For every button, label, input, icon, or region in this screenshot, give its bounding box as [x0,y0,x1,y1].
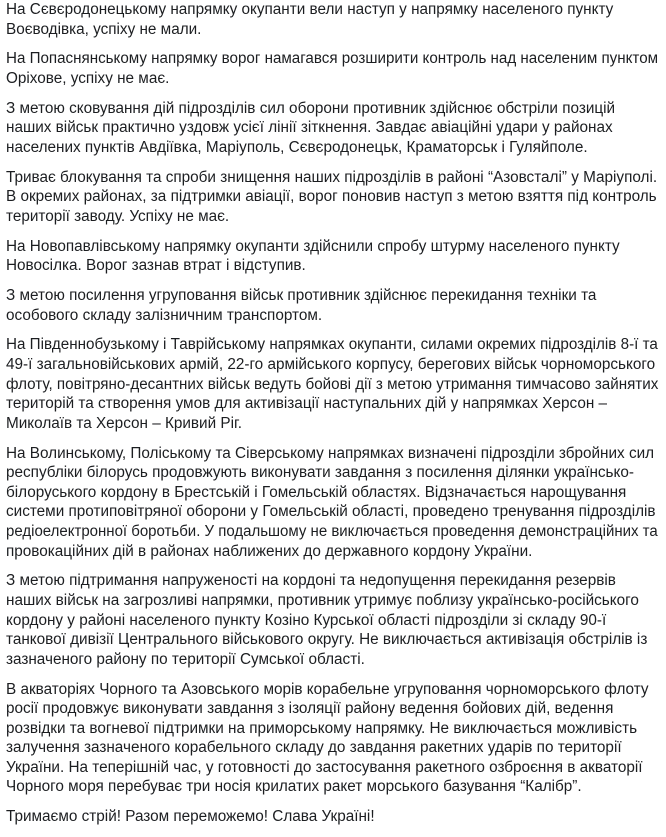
text-line: Новосілка. Ворог зазнав втрат і відступив. [6,257,306,275]
text-line: Чорного моря перебуває три носія крилатих ракет морського базування “Калібр”. [6,778,582,796]
text-line: На Сєвєродонецькому напрямку окупанти вели наступ у напрямку населеного пункту [6,1,614,18]
text-line: системи протиповітряної оборони у Гомельській області, проведено тренування підрозділів [6,503,656,521]
text-line: територій та створення умов для активізації наступальних дій у напрямках Херсон – [6,395,608,413]
text-line: редіоелектронної боротьби. У подальшому не виключається проведення демонстраційних та [6,522,658,540]
text-line: В окремих районах, за підтримки авіації, ворог поновив наступ з метою взяття під контроль [6,188,657,206]
paragraph-rail-transport [6,286,662,325]
text-line: провокаційних дій в районах наближених до державного кордону України. [6,542,533,560]
text-line: особового складу залізничним транспортом. [6,306,323,324]
paragraph-popasna [6,49,662,88]
paragraph-severodonetsk [6,0,662,39]
text-line: кордону у районі населеного пункту Козіно Курської області підрозділи зі складу 90-ї [6,611,607,629]
paragraph-southern-bug [6,335,662,433]
text-line: На Новопавлівському напрямку окупанти здійснили спробу штурму населеного пункту [6,237,620,255]
paragraph-azovstal [6,168,662,227]
text-line: республіки білорусь продовжують виконувати завдання з посилення ділянки українсько- [6,464,634,482]
post-body [6,0,662,837]
text-line: танкової дивізії Центрального військового округу. Не виключається активізація обстрілів із [6,631,648,649]
text-line: території заводу. Успіху не має. [6,207,230,225]
text-line: росії продовжує виконувати завдання з ізоляції району ведення бойових дій, ведення [6,700,614,718]
text-line: На Південнобузькому і Таврійському напрямках окупанти, силами окремих підрозділів 8-ї та [6,336,658,354]
text-line: України. На теперішній час, у готовності до застосування ракетного озброєння в акваторії [6,758,643,776]
text-line: Воєводівка, успіху не мали. [6,20,202,38]
paragraph-volyn [6,444,662,562]
text-line: білоруського кордону в Брестській і Гомельській областях. Відзначається нарощування [6,483,627,501]
text-line: З метою посилення угруповання військ противник здійснює перекидання техніки та [6,287,597,305]
paragraph-closing-slogan [6,807,662,827]
text-line: Тримаємо стрій! Разом переможемо! Слава Україні! [6,808,375,826]
text-line: В акваторіях Чорного та Азовського морів корабельне угруповання чорноморського флоту [6,680,649,698]
text-line: Оріхове, успіху не має. [6,69,170,87]
text-line: Миколаїв та Херсон – Кривий Ріг. [6,414,242,432]
text-line: На Попаснянському напрямку ворог намагався розширити контроль над населеним пунктом [6,50,659,68]
paragraph-border-tension [6,571,662,669]
text-line: 49-ї загальновійськових армій, 22-го армійського корпусу, берегових військ чорноморського [6,356,656,374]
text-line: розвідки та вогневої підтримки на приморському напрямку. Не виключається можливість [6,719,638,737]
text-line: зазначеного району по території Сумської області. [6,650,365,668]
text-line: З метою підтримання напруженості на кордоні та недопущення перекидання резервів [6,572,616,590]
text-line: наших військ практично уздовж усієї лінії зіткнення. Завдає авіаційні удари у районах [6,119,613,137]
text-line: На Волинському, Поліському та Сіверському напрямках визначені підрозділи збройних сил [6,444,655,462]
text-line: Триває блокування та спроби знищення наших підрозділів в районі “Азовсталі” у Маріуполі. [6,168,658,186]
text-line: З метою сковування дій підрозділів сил оборони противник здійснює обстріли позицій [6,99,616,117]
paragraph-black-sea [6,680,662,798]
text-line: флоту, повітряно-десантних військ ведуть бойові дії з метою утримання тимчасово зайнятих [6,375,659,393]
paragraph-shelling [6,99,662,158]
text-line: наших військ на загрозливі напрямки, противник утримує поблизу українсько-російського [6,591,639,609]
text-line: залучення зазначеного корабельного складу до завдання ракетних ударів по території [6,739,622,757]
text-line: населених пунктів Авдіївка, Маріуполь, Сєвєродонецьк, Краматорськ і Гуляйполе. [6,138,588,156]
paragraph-novopavlivka [6,237,662,276]
